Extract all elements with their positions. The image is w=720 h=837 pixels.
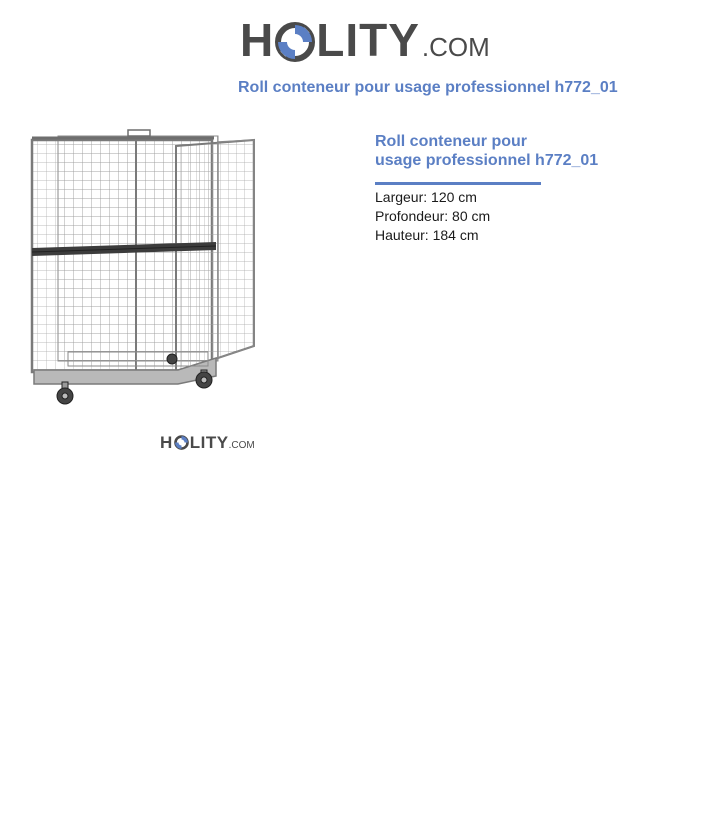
logo-text-right: LITY [316,14,420,66]
product-info [375,132,675,245]
product-image [28,126,260,408]
title-divider [375,182,541,185]
spec-height: Hauteur: 184 cm [375,227,479,243]
watermark-text-right: LITY [189,433,229,452]
product-title-line-2: usage professionnel h772_01 [375,152,599,169]
watermark-o-icon [174,435,189,450]
watermark-text-left: H [160,433,173,452]
product-title-line-1: Roll conteneur pour [375,133,527,150]
product-title [375,132,675,170]
page-title: Roll conteneur pour usage professionnel h772_01 [238,79,618,96]
holity-logo[interactable] [240,12,490,68]
spec-depth: Profondeur: 80 cm [375,208,491,224]
logo-domain: .COM [421,32,490,62]
logo-text-left: H [240,14,275,66]
watermark-domain: .COM [228,440,255,451]
logo-o-icon [275,22,315,62]
image-watermark-logo [160,432,255,454]
spec-width: Largeur: 120 cm [375,189,477,205]
